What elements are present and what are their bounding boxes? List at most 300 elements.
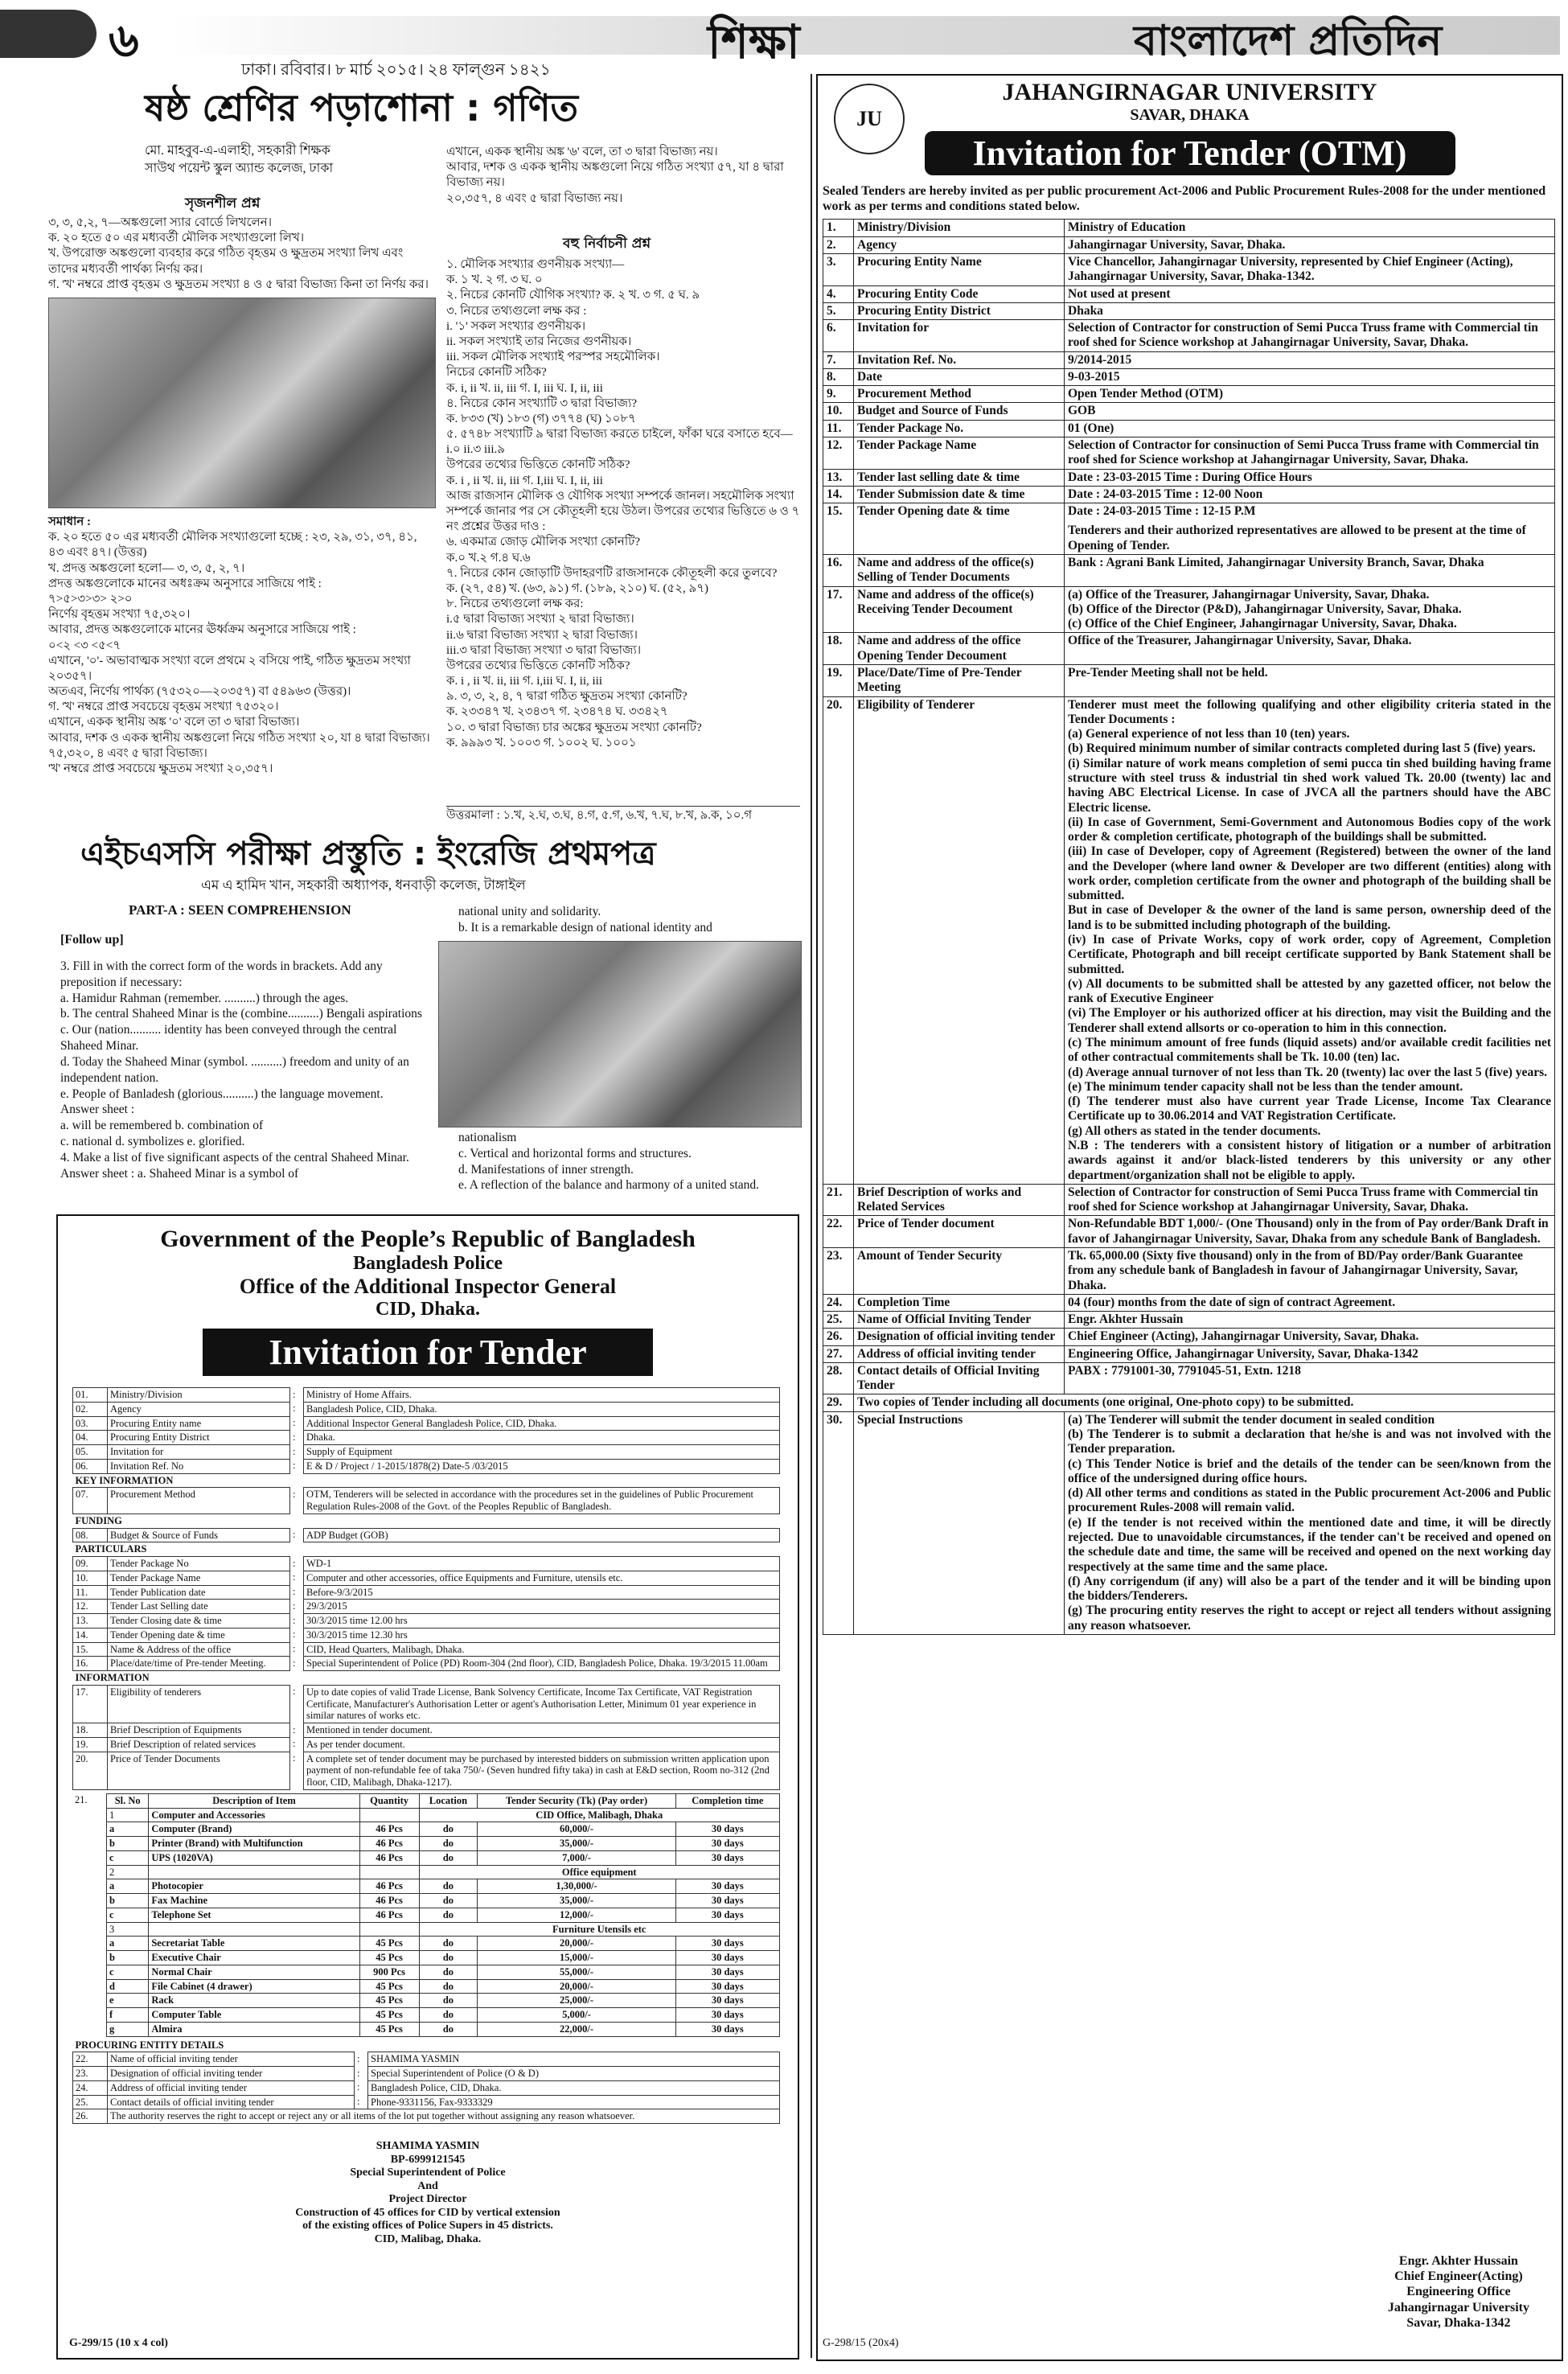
row-value (1065, 420, 1555, 437)
table-row (823, 437, 1555, 470)
section-title: শিক্ষা (708, 14, 800, 69)
value-line: Non-Refundable BDT 1,000/- (One Thousand) only in the from of Pay order/Bank Draft in favor of Jahangirnagar University, Savar, Dhaka from any schedule Bank of Bangladesh. (1068, 1217, 1549, 1246)
item-cell: 30 days (675, 1879, 779, 1894)
table-row (73, 1528, 780, 1542)
row-label: Designation of official inviting tender (108, 2067, 355, 2081)
row-label: Place/Date/Time of Pre-Tender Meeting (854, 664, 1065, 696)
row-value: WD-1 (304, 1557, 780, 1571)
value-line: 9-03-2015 (1068, 369, 1120, 384)
solution-line: নির্ণেয় বৃহত্তম সংখ্যা ৭৫,৩২০। (48, 608, 191, 622)
item-cell: 12,000/- (478, 1908, 675, 1922)
item-cell: do (419, 1937, 478, 1951)
item-cell: Computer (Brand) (149, 1822, 359, 1837)
row-value (1065, 1216, 1555, 1248)
item-cell: Normal Chair (149, 1965, 359, 1979)
row-colon: : (293, 1657, 296, 1669)
row-number: 17. (73, 1685, 108, 1723)
item-cell: 45 Pcs (359, 1937, 419, 1951)
solution-line: আবার, প্রদত্ত অঙ্কগুলোকে মানের ঊর্ধ্বক্রম অনুসারে সাজিয়ে পাই : (48, 623, 356, 637)
item-cell: f (107, 2008, 149, 2023)
creative-heading: সৃজনশীল প্রশ্ন (185, 195, 261, 212)
value-line: Office of the Treasurer, Jahangirnagar University, Savar, Dhaka. (1068, 634, 1412, 648)
row-number: 28. (823, 1362, 854, 1394)
row-label: Ministry/Division (854, 220, 1065, 236)
blank-cell (72, 1865, 107, 1879)
item-cell: Computer Table (149, 2008, 359, 2023)
table-row (73, 1600, 780, 1614)
item-cell: do (419, 2008, 478, 2023)
row-colon: : (293, 1417, 296, 1428)
blank-cell (72, 1879, 107, 1894)
ju-logo (834, 84, 905, 154)
item-cell: do (419, 1994, 478, 2008)
solution-line: প্রদত্ত অঙ্কগুলোকে মানের অধঃক্রম অনুসারে সাজিয়ে পাই : (48, 577, 322, 590)
table-row (72, 1894, 780, 1908)
english-line: a. will be remembered b. combination of (60, 1119, 264, 1133)
column-header: Quantity (359, 1793, 419, 1808)
item-cell: 5,000/- (478, 2008, 675, 2023)
value-line: (a) Office of the Treasurer, Jahangirnagar University, Savar, Dhaka. (1068, 587, 1430, 602)
column-divider (811, 74, 812, 2358)
item-cell: 30 days (675, 1837, 779, 1851)
ju-banner: Invitation for Tender (OTM) (925, 131, 1455, 175)
row-value: As per tender document. (304, 1737, 780, 1752)
signature-line: of the existing offices of Police Supers in 45 districts. (302, 2220, 553, 2232)
mcq-line: ৮. নিচের তথ্যগুলো লক্ষ কর: (446, 598, 584, 611)
english-line: d. Today the Shaheed Minar (symbol. ..........) freedom and unity of an independent nation. (60, 1054, 409, 1085)
solution-line: ৭>৫>৩>৩> ২>০ (48, 592, 133, 606)
row-value: Special Superintendent of Police (O & D) (368, 2067, 780, 2081)
cid-gov: Government of the People’s Republic of Bangladesh (160, 1226, 696, 1252)
blank-cell (72, 1965, 107, 1979)
ju-code: G-298/15 (20x4) (823, 2337, 899, 2349)
row-number: 04. (73, 1431, 108, 1445)
row-colon: : (357, 2052, 360, 2064)
item-cell: a (107, 1879, 149, 1894)
item-cell: 60,000/- (478, 1822, 675, 1837)
row-number: 02. (73, 1402, 108, 1416)
row-colon: : (293, 1600, 296, 1612)
value-line: Tenderer must meet the following qualifying and other eligibility criteria stated in the Tender Documents : (1068, 697, 1551, 726)
item-cell: 45 Pcs (359, 2022, 419, 2036)
value-line: Bank : Agrani Bank Limited, Jahangirnagar University Branch, Savar, Dhaka (1068, 556, 1484, 569)
row-label: Name and address of the office(s) Receiving Tender Decoument (854, 586, 1065, 633)
row-label: Address of official inviting tender (854, 1345, 1065, 1362)
item-cell: 45 Pcs (359, 1951, 419, 1965)
mcq-line: ১. মৌলিক সংখ্যার গুণনীয়ক সংখ্যা— (446, 258, 625, 271)
row-label: Budget and Source of Funds (854, 403, 1065, 420)
row-label: Price of Tender document (854, 1216, 1065, 1248)
row-colon: : (293, 1488, 296, 1500)
row-value: Up to date copies of valid Trade License, Bank Solvency Certificate, Income Tax Certificate, VAT Registration Certificate, Manufacturer's Authorisation Letter or agent's Authorisation Letter, Minimum 01 year experience in similar natures of works etc. (304, 1685, 780, 1723)
row-number: 7. (823, 351, 854, 368)
mcq-line: উপরের তথ্যের ভিত্তিতে কোনটি সঠিক? (446, 659, 630, 672)
row-number: 8. (823, 368, 854, 385)
row-number: 03. (73, 1416, 108, 1431)
section-heading: FUNDING (75, 1514, 122, 1526)
table-row (73, 1402, 780, 1416)
blank-cell (359, 1865, 419, 1879)
row-number: 24. (73, 2080, 108, 2095)
mcq-line: i.০ ii.৩ iii.৯ (446, 443, 505, 457)
row-label: Invitation for (108, 1445, 290, 1460)
mcq-line: i.৫ দ্বারা বিভাজ্য সংখ্যা ২ দ্বারা বিভাজ্য। (446, 613, 634, 626)
table-row (73, 2052, 780, 2067)
row-label: Designation of official inviting tender (854, 1329, 1065, 1345)
english-author: এম এ হামিদ খান, সহকারী অধ্যাপক, ধনবাড়ী কলেজ, টাঙ্গাইল (201, 877, 526, 893)
mcq-line: ক. (২৭, ৫৪) খ. (৬৩, ৯১) গ. (১৮৯, ২১০) ঘ. (৫২, ৯৭) (446, 581, 709, 595)
value-line: (iii) In case of Developer, copy of Agreement (Registered) between the owner of the land and the Developer (where land owner & Developer are two different (entities) along with work order, completion certificate from the owner and photograph of the building shall be submitted. (1068, 844, 1551, 903)
item-cell: 45 Pcs (359, 2008, 419, 2023)
row-label: Contact details of Official Inviting Tender (854, 1362, 1065, 1394)
item-cell: Photocopier (149, 1879, 359, 1894)
item-cell: do (419, 1965, 478, 1979)
row-number: 26. (73, 2109, 108, 2124)
item-cell: 46 Pcs (359, 1822, 419, 1837)
table-row (823, 503, 1555, 555)
row-number: 3. (823, 253, 854, 285)
row-number: 13. (73, 1614, 108, 1629)
table-row (73, 1542, 780, 1557)
item-cell: 7,000/- (478, 1850, 675, 1865)
row-number: 12. (823, 437, 854, 470)
row-value (1065, 1294, 1555, 1311)
value-line: (c) This Tender Notice is brief and the details of the tender can be seen/known from the office of the undersigned during office hours. (1068, 1456, 1551, 1485)
row-number: 16. (73, 1657, 108, 1671)
page-tab (0, 10, 96, 58)
group-location: Furniture Utensils etc (419, 1922, 780, 1937)
row-number: 2. (823, 236, 854, 253)
column-header: Tender Security (Tk) (Pay order) (478, 1793, 675, 1808)
blank-cell (72, 1808, 107, 1822)
mcq-line: আজ রাজসান মৌলিক ও যৌগিক সংখ্যা সম্পর্কে জানল। সহমৌলিক সংখ্যা সম্পর্কে জানার পর সে কৌতূহলী হয়ে উঠল। উপরের তথ্যের ভিত্তিতে ৬ ও ৭ নং প্রশ্নের উত্তর দাও : (446, 489, 800, 534)
row-value: Phone-9331156, Fax-9333329 (368, 2095, 780, 2109)
row-number: 6. (823, 320, 854, 352)
value-line: (g) The procuring entity reserves the right to accept or reject all tenders without assigning any reason whatsoever. (1068, 1604, 1551, 1633)
row-label: Brief Description of related services (108, 1737, 290, 1752)
signature-line: Chief Engineer(Acting) (1394, 2269, 1523, 2284)
value-line: But in case of Developer & the owner of the land is same person, ownership deed of the land is to be submitted including photograph of the building. (1068, 903, 1551, 932)
item-cell: do (419, 1850, 478, 1865)
table-row (73, 1571, 780, 1585)
mcq-line: ক. i , ii খ. ii, iii গ. i,iii ঘ. I, ii, iii (446, 675, 603, 688)
note-cell: The authority reserves the right to accept or reject any or all items of the lot put together without assigning any reason whatsoever. (108, 2109, 780, 2124)
value-line: (i) Similar nature of work means completion of semi pucca tin shed building having frame structure with steel truss & industrial tin shed work valued Tk. 20.00 (twenty) lac and having ABC Electrical License. In case of JVCA all the partners should have the ABC Electric license. (1068, 756, 1551, 815)
signature-line: Project Director (388, 2193, 467, 2206)
item-cell: 30 days (675, 1894, 779, 1908)
row-value (1065, 1329, 1555, 1345)
row-label: Eligibility of Tenderer (854, 696, 1065, 1184)
table-row (823, 696, 1555, 1184)
row-value: Bangladesh Police, CID, Dhaka. (368, 2080, 780, 2095)
row-label: Invitation Ref. No. (854, 351, 1065, 368)
value-line: (iv) In case of Private Works, copy of work order, copy of Agreement, Completion Certificate, Photograph and bill receipt certificate supported by Bank Statement shall be submitted. (1068, 933, 1551, 976)
signature-line: CID, Malibag, Dhaka. (374, 2232, 482, 2245)
row-value: A complete set of tender document may be purchased by interested bidders on submission written application upon payment of non-refundable fee of taka 750/- (Seven hundred fifty taka) in cash at E&D section, Room no-312 (2nd floor, CID, Malibagh, Dhaka-1217). (304, 1752, 780, 1789)
signature-line: And (417, 2179, 438, 2192)
item-cell: c (107, 1965, 149, 1979)
row-number: 13. (823, 469, 854, 486)
cid-city: CID, Dhaka. (375, 1299, 481, 1320)
row-value (1065, 386, 1555, 403)
intro-line: এখানে, একক স্থানীয় অঙ্ক '৬' বলে, তা ৩ দ্বারা বিভাজ্য নয়। (446, 146, 718, 158)
item-cell: do (419, 1979, 478, 1994)
english-line: e. A reflection of the balance and harmony of a united stand. (458, 1178, 760, 1193)
item-cell: c (107, 1908, 149, 1922)
row-label: Procurement Method (854, 386, 1065, 403)
signature-line: Engr. Akhter Hussain (1398, 2254, 1518, 2269)
math-school: সাউথ পয়েন্ট স্কুল অ্যান্ড কলেজ, ঢাকা (145, 162, 334, 175)
blank-cell (72, 2022, 107, 2036)
item-cell: b (107, 1837, 149, 1851)
row-label: Price of Tender Documents (108, 1752, 290, 1789)
row-colon: : (293, 1445, 296, 1457)
table-row (823, 351, 1555, 368)
table-row (72, 1879, 780, 1894)
row-number: 18. (73, 1723, 108, 1738)
item-cell: 55,000/- (478, 1965, 675, 1979)
newspaper-name: বাংলাদেশ প্রতিদিন (1134, 17, 1443, 65)
row-value: Computer and other accessories, office Equipments and Furniture, utensils etc. (304, 1571, 780, 1585)
math-right-intro (446, 145, 800, 207)
row-value: 29/3/2015 (304, 1600, 780, 1614)
blank-cell (72, 1979, 107, 1994)
row-label: Tender Package Name (854, 437, 1065, 470)
group-name: Computer and Accessories (149, 1808, 359, 1822)
value-line: Jahangirnagar University, Savar, Dhaka. (1068, 237, 1286, 252)
blank-cell (72, 1937, 107, 1951)
table-row (73, 1585, 780, 1600)
table-row (73, 1737, 780, 1752)
solution-line: খ. প্রদত্ত অঙ্কগুলো হলো— ৩, ৩, ৫, ২, ৭। (48, 561, 245, 575)
signature-line: Savar, Dhaka-1342 (1406, 2315, 1511, 2330)
row-value (1065, 236, 1555, 253)
table-row (72, 1850, 780, 1865)
table-row (73, 1473, 780, 1488)
section-row (73, 2039, 780, 2052)
row-label: Name and address of the office Opening Tender Decoument (854, 633, 1065, 665)
row-label: Tender Package No (108, 1557, 290, 1571)
blank-cell (72, 1951, 107, 1965)
english-line: 4. Make a list of five significant aspects of the central Shaheed Minar. (60, 1150, 409, 1164)
row-label: Two copies of Tender including all documents (one original, One-photo copy) to be submitted. (854, 1394, 1555, 1411)
mcq-line: ৩. নিচের তথ্যগুলো লক্ষ কর : (446, 304, 587, 318)
item-cell: 30 days (675, 1994, 779, 2008)
blank-cell (72, 1850, 107, 1865)
mcq-line: ii. সকল সংখ্যাই তার নিজের গুণনীয়ক। (446, 335, 632, 348)
row-number: 20. (73, 1752, 108, 1789)
table-row (823, 469, 1555, 486)
solution-line: এখানে, '০'- অভাবাত্মক সংখ্যা বলে প্রথমে ২ বসিয়ে পাই, গঠিত ক্ষুদ্রতম সংখ্যা ২০৩৫৭। (48, 654, 411, 683)
row-colon: : (293, 1723, 296, 1735)
english-line: c. national d. symbolizes e. glorified. (60, 1135, 245, 1149)
table-row (73, 1628, 780, 1642)
item-cell: 20,000/- (478, 1979, 675, 1994)
value-line: N.B : The tenderers with a consistent history of litigation or a number of arbitration awards against it and/or black-listed tenderers by this university or any other department/organization shall not be eligible to apply. (1068, 1138, 1551, 1182)
table-row (823, 236, 1555, 253)
item-cell: do (419, 1837, 478, 1851)
row-value (1065, 320, 1555, 352)
row-number: 25. (823, 1312, 854, 1329)
row-label: Name of official inviting tender (108, 2052, 355, 2067)
table-row (73, 1445, 780, 1460)
item-cell: Printer (Brand) with Multifunction (149, 1837, 359, 1851)
row-number: 26. (823, 1329, 854, 1345)
english-right-top (458, 904, 804, 936)
table-row (73, 2067, 780, 2081)
table-row (823, 403, 1555, 420)
row-colon: : (293, 1571, 296, 1583)
table-row (823, 1345, 1555, 1362)
value-line: Date : 24-03-2015 Time : 12-15 P.M (1068, 504, 1256, 519)
english-line: d. Manifestations of inner strength. (458, 1162, 634, 1177)
row-colon: : (293, 1431, 296, 1443)
english-line: 3. Fill in with the correct form of the words in brackets. Add any preposition if necessary: (60, 959, 383, 989)
table-row (73, 2095, 780, 2109)
row-number: 15. (73, 1642, 108, 1657)
ju-table (823, 219, 1555, 1635)
row-number: 24. (823, 1294, 854, 1311)
english-left (60, 959, 422, 1182)
english-line: nationalism (458, 1131, 517, 1144)
row-label: Amount of Tender Security (854, 1247, 1065, 1294)
row-value (1065, 1247, 1555, 1294)
item-cell: Fax Machine (149, 1894, 359, 1908)
table-row (823, 220, 1555, 236)
mcq-line: ক. ৮৩৩ (খ) ১৮৩ (গ) ৩৭৭৪ (ঘ) ১০৮৭ (446, 412, 636, 425)
item-cell: 25,000/- (478, 1994, 675, 2008)
row-value: Supply of Equipment (304, 1445, 780, 1460)
value-line: Date : 24-03-2015 Time : 12-00 Noon (1068, 487, 1263, 501)
creative-line: ৩, ৩, ৫,২, ৭—অঙ্কগুলো স্যার বোর্ডে লিখলেন। (48, 216, 273, 229)
blank-cell (72, 1994, 107, 2008)
item-cell: 15,000/- (478, 1951, 675, 1965)
mcq-line: ক.০ খ.২ গ.৪ ঘ.৬ (446, 551, 531, 565)
signature-line: SHAMIMA YASMIN (376, 2140, 480, 2152)
table-row (73, 1459, 780, 1473)
row-value (1065, 586, 1555, 633)
group-location: CID Office, Malibagh, Dhaka (419, 1808, 780, 1822)
mcq-line: ২. নিচের কোনটি যৌগিক সংখ্যা? ক. ২ খ. ৩ গ. ৫ ঘ. ৯ (446, 289, 700, 302)
row-number: 05. (73, 1445, 108, 1460)
row-value: Additional Inspector General Bangladesh Police, CID, Dhaka. (304, 1416, 780, 1431)
row-value (1065, 285, 1555, 302)
table-row (73, 1685, 780, 1723)
row-label: Procuring Entity Name (854, 253, 1065, 285)
value-line: (vi) The Employer or his authorized officer at his direction, may visit the Building and the Tenderer shall extend allsorts or co-operation to him in this connection. (1068, 1006, 1551, 1035)
row-colon: : (293, 1403, 296, 1415)
row-number: 29. (823, 1394, 854, 1411)
item-cell: do (419, 1879, 478, 1894)
mcq-line: ক. i , ii খ. ii, iii গ. I,iii ঘ. I, ii, iii (446, 474, 603, 487)
group-location: Office equipment (419, 1865, 780, 1879)
row-colon: : (357, 2081, 360, 2093)
row-label: Tender Package No. (854, 420, 1065, 437)
row-number: 15. (823, 503, 854, 555)
item-cell: Almira (149, 2022, 359, 2036)
item-cell: 30 days (675, 1951, 779, 1965)
mcq-line: উপরের তথ্যের ভিত্তিতে কোনটি সঠিক? (446, 458, 630, 472)
row-number: 27. (823, 1345, 854, 1362)
row-number: 08. (73, 1528, 108, 1542)
table-row (823, 302, 1555, 319)
row-number: 22. (823, 1216, 854, 1248)
english-part: PART-A : SEEN COMPREHENSION (129, 902, 351, 918)
row-number: 14. (73, 1628, 108, 1642)
value-line: Not used at present (1068, 286, 1171, 301)
column-header: Description of Item (149, 1793, 359, 1808)
row-label: Tender Opening date & time (854, 503, 1065, 555)
table-row (823, 1247, 1555, 1294)
table-row (823, 486, 1555, 503)
blank-cell (72, 1822, 107, 1837)
dateline: ঢাকা। রবিবার। ৮ মার্চ ২০১৫। ২৪ ফাল্গুন ১৪২১ (241, 61, 551, 79)
row-label: Procurement Method (108, 1488, 290, 1514)
item-cell: 22,000/- (478, 2022, 675, 2036)
mcq-line: ক. ২৩৩৪৭ খ. ২৩৪৩৭ গ. ২৩৪৭৪ ঘ. ৩৩৪২৭ (446, 705, 668, 719)
section-heading: PARTICULARS (75, 1543, 147, 1555)
table-row (823, 1184, 1555, 1216)
table-row (73, 1752, 780, 1789)
row-colon: : (357, 2067, 360, 2079)
row-label: Name and address of the office(s) Selling of Tender Documents (854, 555, 1065, 587)
row-number: 16. (823, 555, 854, 587)
row-value (1065, 555, 1555, 587)
row-number: 23. (823, 1247, 854, 1294)
value-line: (c) The minimum amount of free funds (liquid assets) and/or available credit facilities net of other contractual commitements shall be Tk. 10.00 (ten) lac. (1068, 1036, 1551, 1065)
item-cell: 900 Pcs (359, 1965, 419, 1979)
table-row (72, 1865, 780, 1879)
item-cell: Secretariat Table (149, 1937, 359, 1951)
row-number: 07. (73, 1488, 108, 1514)
value-line: (v) All documents to be submitted shall be attested by any gazetted officer, not below the rank of Executive Engineer (1068, 976, 1551, 1006)
row-value: Ministry of Home Affairs. (304, 1388, 780, 1403)
item-cell: Telephone Set (149, 1908, 359, 1922)
row-label: Eligibility of tenderers (108, 1685, 290, 1723)
blank-cell (359, 1922, 419, 1937)
item-cell: 20,000/- (478, 1937, 675, 1951)
value-line: (f) Any corrigendum (if any) will also be a part of the tender and it will be binding upon the bidders/Tenderers. (1068, 1574, 1551, 1604)
row-label: Tender Closing date & time (108, 1614, 290, 1629)
mcq-line: ক. ১ খ. ২ গ. ৩ ঘ. ০ (446, 273, 543, 287)
table-row (823, 1312, 1555, 1329)
table-row (72, 1994, 780, 2008)
table-row (72, 2022, 780, 2036)
table-row (823, 386, 1555, 403)
row-number: 25. (73, 2095, 108, 2109)
row-value: Special Superintendent of Police (PD) Room-304 (2nd floor), CID, Bangladesh Police, Dhaka. 19/3/2015 11.00am (304, 1657, 780, 1671)
solution-line: ০<২ <৩ <৫<৭ (48, 639, 121, 652)
row-label: Tender Last Selling date (108, 1600, 290, 1614)
item-cell: 35,000/- (478, 1894, 675, 1908)
row-label: Procuring Entity District (854, 302, 1065, 319)
row-value: E & D / Project / 1-2015/1878(2) Date-5 /03/2015 (304, 1459, 780, 1473)
row-value (1065, 437, 1555, 470)
math-title: ষষ্ঠ শ্রেণির পড়াশোনা : গণিত (145, 86, 579, 129)
mcq-line: iii. সকল মৌলিক সংখ্যাই পরস্পর সহমৌলিক। (446, 351, 660, 364)
creative-line: ক. ২০ হতে ৫০ এর মধ্যবর্তী মৌলিক সংখ্যাগুলো লিখ। (48, 232, 305, 245)
classroom-photo (48, 298, 436, 508)
mcq-line: ৭. নিচের কোন জোড়াটি উদাহরণটি রাজসানকে কৌতূহলী করে তুলবে? (446, 566, 778, 580)
item-cell: e (107, 1994, 149, 2008)
cid-items-table (72, 1793, 780, 2037)
row-value: OTM, Tenderers will be selected in accordance with the procedures set in the guidelines of Public Procurement Regulation Rules-2008 of the Govt. of the Peoples Republic of Bangladesh. (304, 1488, 780, 1514)
item-cell: b (107, 1894, 149, 1908)
english-line: Answer sheet : (60, 1103, 135, 1117)
english-line: b. The central Shaheed Minar is the (combine..........) Bengali aspirations (60, 1007, 422, 1021)
row-label: Address of official inviting tender (108, 2080, 355, 2095)
table-header-row (72, 1793, 780, 1808)
